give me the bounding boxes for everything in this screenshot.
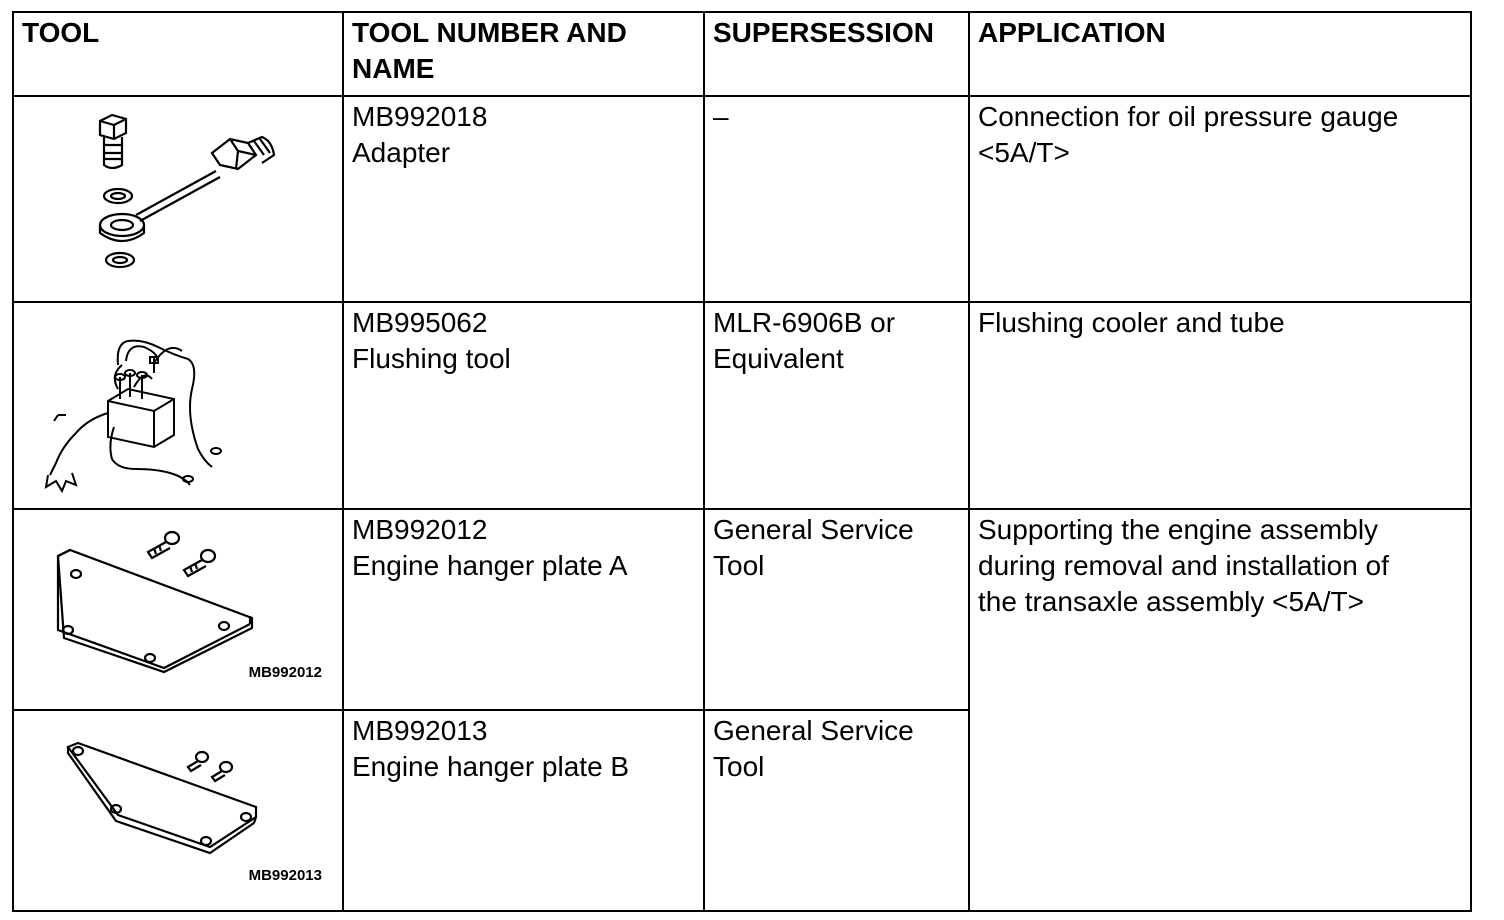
header-supersession-label: SUPERSESSION (713, 17, 934, 48)
tool-image-cell (13, 302, 343, 509)
tool-number-name: MB992012 Engine hanger plate A (352, 514, 628, 581)
application-cell (969, 96, 1471, 302)
application-value: Flushing cooler and tube (978, 307, 1285, 338)
supersession-cell (704, 710, 969, 911)
tool-image-cell (13, 509, 343, 710)
supersession-value: MLR-6906B or Equivalent (713, 307, 896, 374)
header-number-name (343, 12, 704, 96)
image-caption: MB992013 (248, 867, 322, 884)
application-value: Supporting the engine assembly during removal and installation of the transaxle assembly <5A/T> (978, 514, 1389, 617)
image-caption: MB992012 (248, 664, 322, 681)
header-tool-label: TOOL (22, 17, 100, 48)
application-cell (969, 509, 1471, 911)
supersession-cell (704, 96, 969, 302)
supersession-value: General Service Tool (713, 715, 914, 782)
tool-image-cell (13, 710, 343, 911)
supersession-value: – (713, 101, 729, 132)
header-application-label: APPLICATION (978, 17, 1166, 48)
header-application (969, 12, 1471, 96)
tool-number-name-cell (343, 302, 704, 509)
header-tool (13, 12, 343, 96)
application-value: Connection for oil pressure gauge <5A/T> (978, 101, 1399, 168)
tool-number-name-cell (343, 710, 704, 911)
tool-number-name-cell (343, 96, 704, 302)
tool-number-name: MB992018 Adapter (352, 101, 488, 168)
tool-number-name: MB992013 Engine hanger plate B (352, 715, 630, 782)
table-row (13, 302, 1471, 509)
table-row (13, 509, 1471, 710)
supersession-cell (704, 302, 969, 509)
header-number-name-label: TOOL NUMBER AND NAME (352, 17, 627, 84)
flushing-tool-illustration (14, 303, 344, 510)
table-header-row (13, 12, 1471, 96)
supersession-cell (704, 509, 969, 710)
application-cell (969, 302, 1471, 509)
special-tools-table (12, 11, 1472, 912)
oil-pressure-adapter-illustration (14, 97, 344, 303)
table-row (13, 96, 1471, 302)
tool-number-name-cell (343, 509, 704, 710)
supersession-value: General Service Tool (713, 514, 914, 581)
tool-image-cell (13, 96, 343, 302)
header-supersession (704, 12, 969, 96)
tool-number-name: MB995062 Flushing tool (352, 307, 511, 374)
